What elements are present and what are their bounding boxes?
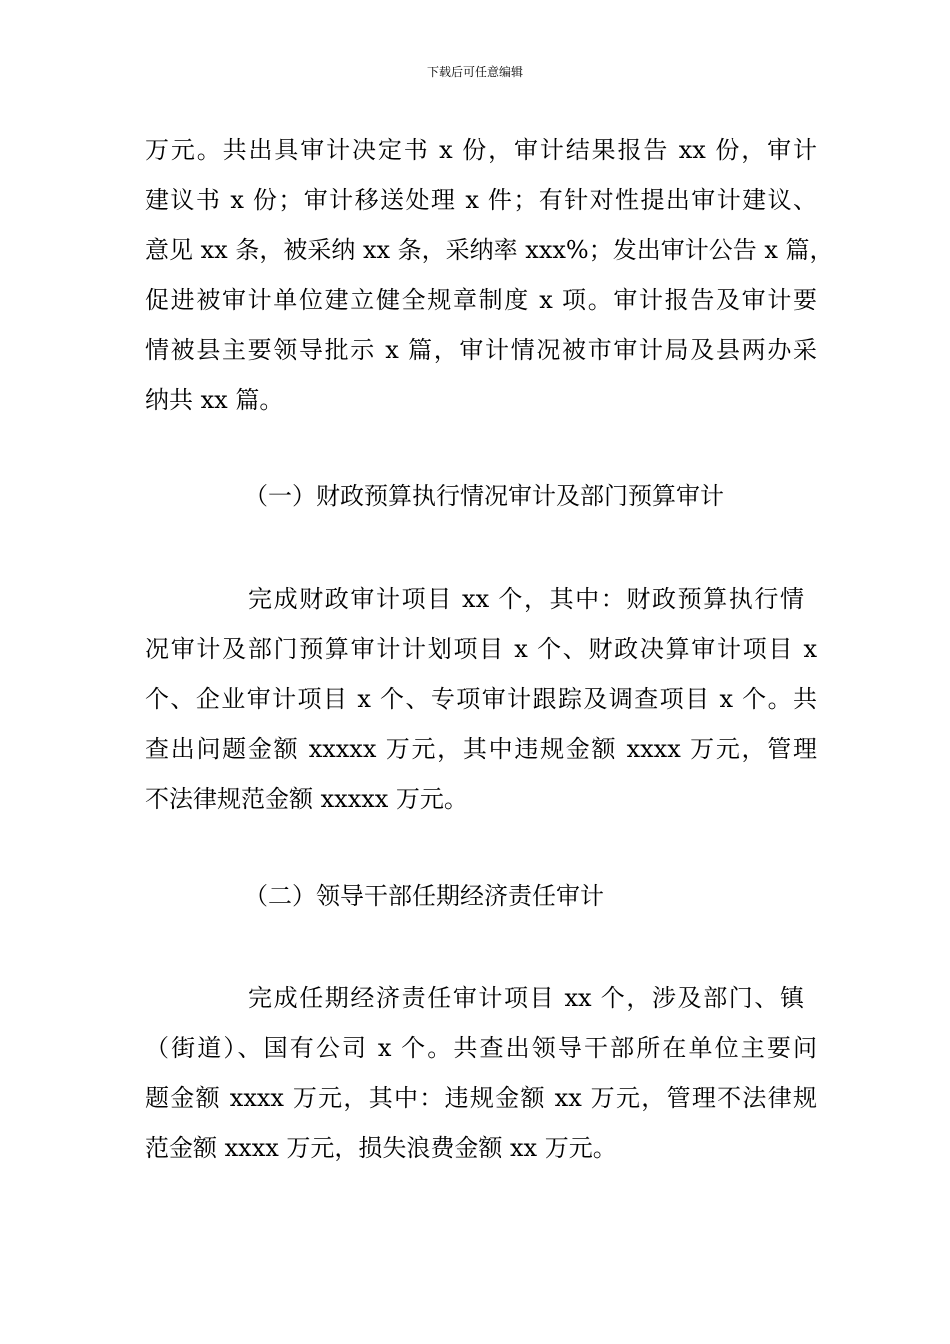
paragraph-1-line-1: 万元。共出具审计决定书 x 份，审计结果报告 xx 份，审计	[145, 136, 817, 164]
section-heading-2: （二）领导干部任期经济责任审计	[244, 882, 604, 910]
paragraph-2-line-4: 查出问题金额 xxxxx 万元，其中违规金额 xxxx 万元，管理	[145, 735, 817, 763]
paragraph-3-line-3: 题金额 xxxx 万元，其中：违规金额 xx 万元，管理不法律规	[145, 1084, 817, 1112]
paragraph-1-line-2: 建议书 x 份；审计移送处理 x 件；有针对性提出审计建议、	[145, 186, 817, 214]
paragraph-3-line-1: 完成任期经济责任审计项目 xx 个，涉及部门、镇	[248, 984, 804, 1012]
paragraph-1-line-5: 情被县主要领导批示 x 篇，审计情况被市审计局及县两办采	[145, 336, 817, 364]
paragraph-2-line-5: 不法律规范金额 xxxxx 万元。	[145, 785, 468, 813]
paragraph-1-line-6: 纳共 xx 篇。	[145, 386, 284, 414]
paragraph-3-line-2: （街道）、国有公司 x 个。共查出领导干部所在单位主要问	[145, 1034, 817, 1062]
paragraph-3-line-4: 范金额 xxxx 万元，损失浪费金额 xx 万元。	[145, 1134, 617, 1162]
page-header-note: 下载后可任意编辑	[426, 65, 523, 79]
paragraph-2-line-3: 个、企业审计项目 x 个、专项审计跟踪及调查项目 x 个。共	[145, 685, 817, 713]
section-heading-1: （一）财政预算执行情况审计及部门预算审计	[244, 482, 724, 510]
paragraph-2-line-1: 完成财政审计项目 xx 个，其中：财政预算执行情	[248, 585, 804, 613]
paragraph-1-line-4: 促进被审计单位建立健全规章制度 x 项。审计报告及审计要	[145, 286, 817, 314]
paragraph-1-line-3: 意见 xx 条，被采纳 xx 条，采纳率 xxx%；发出审计公告 x 篇，	[145, 236, 834, 264]
paragraph-2-line-2: 况审计及部门预算审计计划项目 x 个、财政决算审计项目 x	[145, 635, 817, 663]
